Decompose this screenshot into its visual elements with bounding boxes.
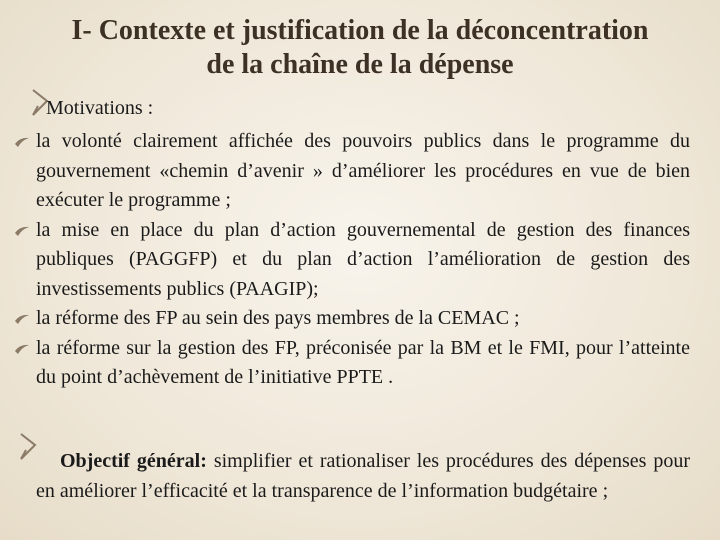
swoosh-bullet-icon bbox=[14, 312, 30, 326]
list-item-text: la réforme sur la gestion des FP, préconisée par la BM et le FMI, pour l’atteinte du point d’achèvement de l’initiative PPTE . bbox=[36, 336, 690, 388]
motivations-heading: Motivations : bbox=[46, 97, 154, 119]
slide-title bbox=[0, 14, 720, 82]
list-item bbox=[14, 304, 690, 334]
list-item bbox=[14, 334, 690, 393]
list-item bbox=[14, 127, 690, 216]
title-line-2: de la chaîne de la dépense bbox=[206, 49, 514, 80]
swoosh-bullet-icon bbox=[14, 135, 30, 149]
list-item-text: la mise en place du plan d’action gouvernemental de gestion des finances publiques (PAGGFP) et du plan d’action l’amélioration de gestion des investissements publics (PAAGIP); bbox=[36, 218, 690, 300]
objective-label: Objectif général: bbox=[60, 450, 207, 472]
motivations-list bbox=[14, 127, 690, 393]
title-line-1: I- Contexte et justification de la déconcentration bbox=[71, 15, 649, 46]
list-item-text: la réforme des FP au sein des pays membres de la CEMAC ; bbox=[36, 307, 520, 329]
swoosh-bullet-icon bbox=[14, 342, 30, 356]
swoosh-bullet-icon bbox=[14, 224, 30, 238]
objective-text: simplifier et rationaliser les procédures des dépenses pour en améliorer l’efficacité et la transparence de l’information budgétaire ; bbox=[36, 450, 690, 502]
list-item bbox=[14, 216, 690, 305]
objective-paragraph bbox=[36, 446, 690, 506]
list-item-text: la volonté clairement affichée des pouvoirs publics dans le programme du gouvernement «chemin d’avenir » d’améliorer les procédures en vue de bien exécuter le programme ; bbox=[36, 130, 690, 211]
